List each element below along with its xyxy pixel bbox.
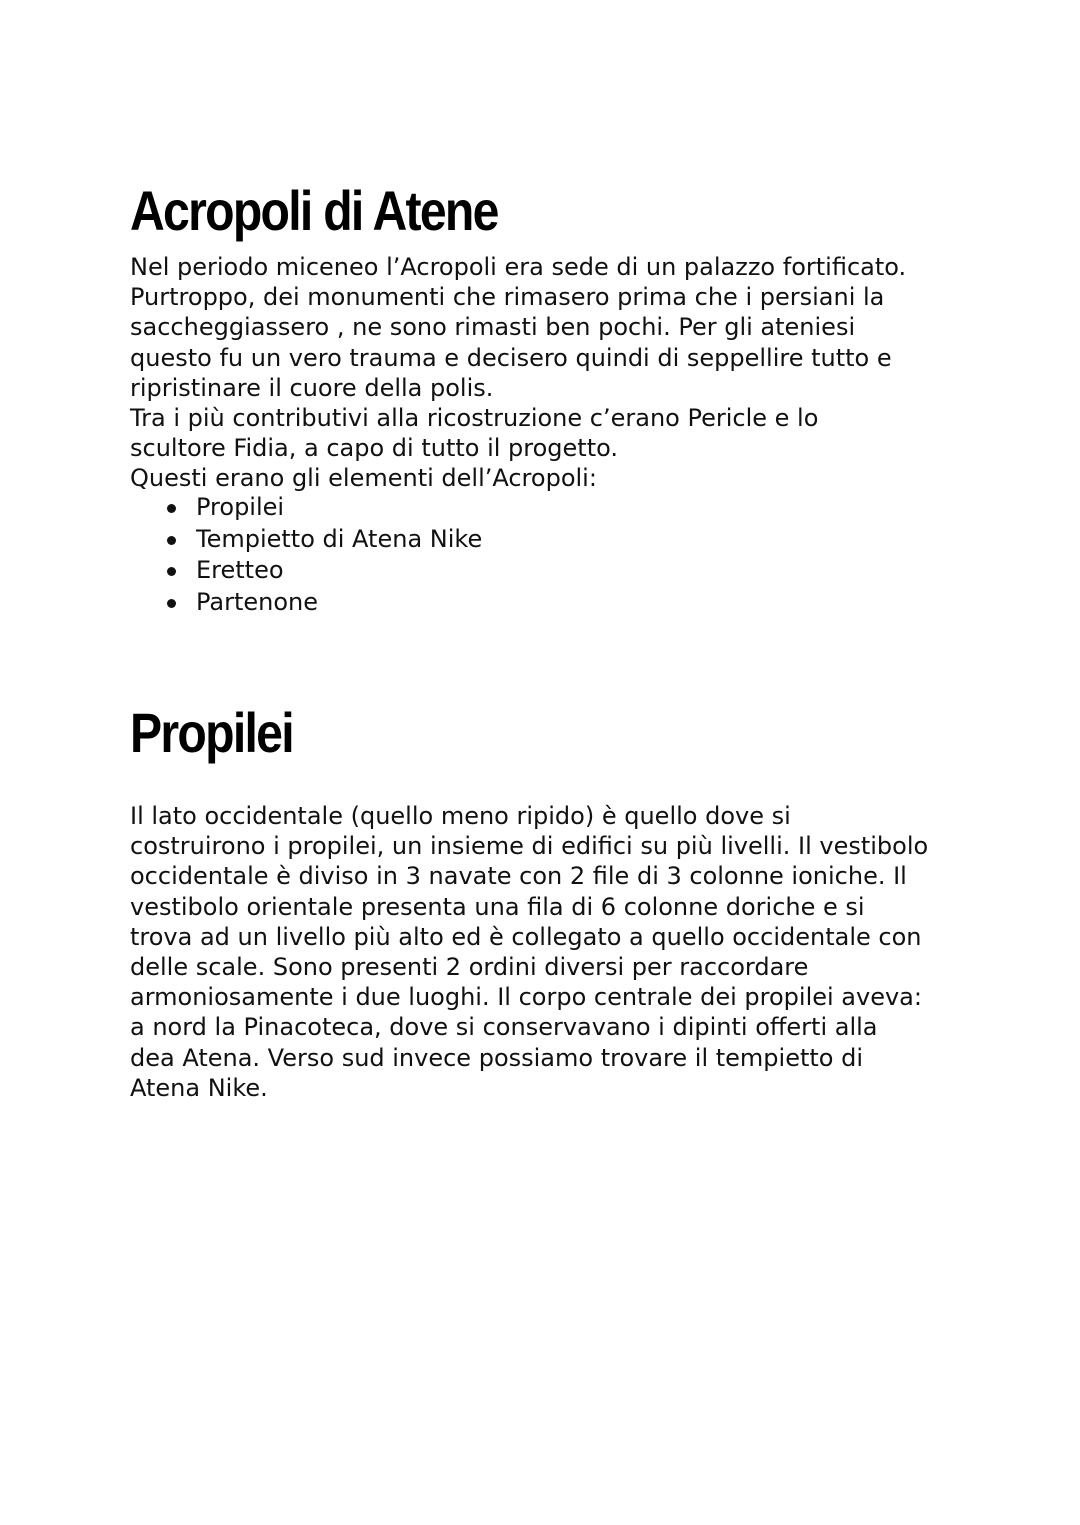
text-line: costruirono i propilei, un insieme di edifici su più livelli. Il vestibolo: [130, 832, 929, 861]
paragraph-propilei: [130, 801, 960, 1103]
list-item: [165, 524, 482, 556]
text-line: Il lato occidentale (quello meno ripido) è quello dove si: [130, 802, 791, 830]
list-item-label: Propilei: [196, 493, 285, 521]
bullet-dot-icon: [167, 567, 176, 576]
bullet-dot-icon: [167, 599, 176, 608]
text-line: Nel periodo miceneo l’Acropoli era sede di un palazzo fortificato.: [130, 253, 907, 281]
text-line: trova ad un livello più alto ed è collegato a quello occidentale con: [130, 922, 922, 951]
text-line: Atena Nike.: [130, 1073, 268, 1102]
text-line: saccheggiassero , ne sono rimasti ben pochi. Per gli ateniesi: [130, 313, 856, 342]
text-line: ripristinare il cuore della polis.: [130, 373, 494, 402]
text-line: scultore Fidia, a capo di tutto il progetto.: [130, 434, 619, 463]
text-line: Tra i più contributivi alla ricostruzione c’erano Pericle e lo: [130, 404, 819, 433]
bullet-dot-icon: [167, 536, 176, 545]
heading-propilei: Propilei: [130, 701, 293, 764]
text-line: armoniosamente i due luoghi. Il corpo centrale dei propilei aveva:: [130, 983, 922, 1012]
acropoli-elements-list: [165, 492, 482, 618]
list-item: [165, 555, 482, 587]
list-item: [165, 492, 482, 524]
list-item-label: Eretteo: [196, 556, 284, 584]
text-line: occidentale è diviso in 3 navate con 2 file di 3 colonne ioniche. Il: [130, 862, 907, 891]
text-line: dea Atena. Verso sud invece possiamo trovare il tempietto di: [130, 1043, 863, 1072]
list-item-label: Tempietto di Atena Nike: [196, 524, 483, 553]
text-line: delle scale. Sono presenti 2 ordini diversi per raccordare: [130, 953, 809, 982]
text-line: Purtroppo, dei monumenti che rimasero prima che i persiani la: [130, 283, 885, 312]
heading-acropoli-di-atene: Acropoli di Atene: [130, 179, 498, 242]
paragraph-acropoli-intro: [130, 252, 960, 494]
list-item: [165, 587, 482, 619]
text-line: a nord la Pinacoteca, dove si conservavano i dipinti offerti alla: [130, 1013, 878, 1042]
list-item-label: Partenone: [196, 587, 319, 616]
text-line: Questi erano gli elementi dell’Acropoli:: [130, 464, 597, 493]
text-line: vestibolo orientale presenta una fila di 6 colonne doriche e si: [130, 892, 865, 921]
text-line: questo fu un vero trauma e decisero quindi di seppellire tutto e: [130, 343, 892, 372]
bullet-dot-icon: [167, 504, 176, 513]
